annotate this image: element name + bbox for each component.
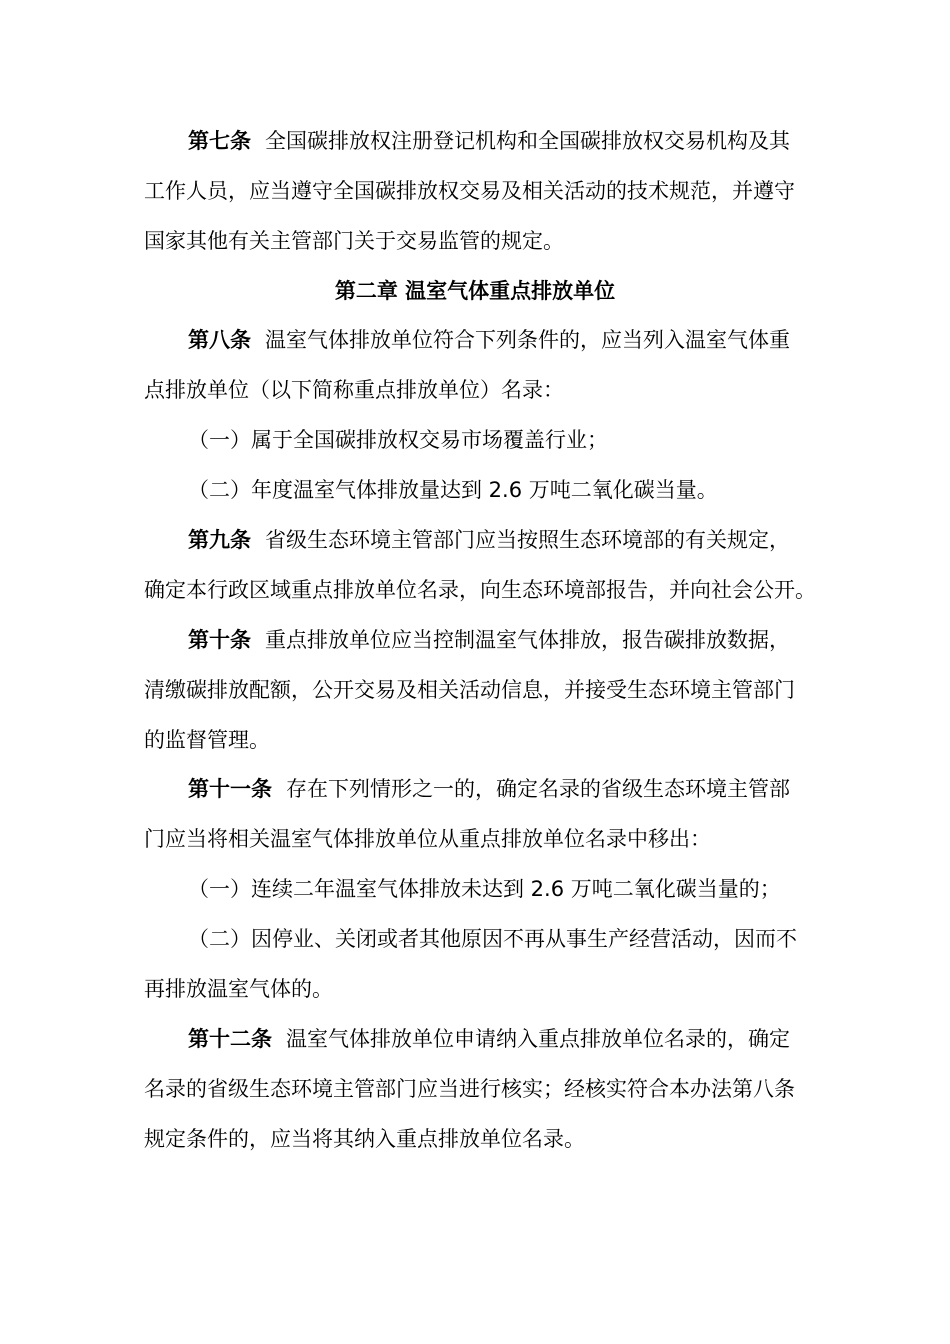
article-8-text-line-1: 温室气体排放单位符合下列条件的，应当列入温室气体重 — [265, 328, 790, 352]
article-12-label: 第十二条 — [188, 1027, 272, 1051]
article-12-first-line — [188, 1024, 790, 1054]
article-7-text-line-1: 全国碳排放权注册登记机构和全国碳排放权交易机构及其 — [265, 129, 790, 153]
article-10-first-line — [188, 625, 790, 655]
article-8-text-line-2: 点排放单位（以下简称重点排放单位）名录： — [144, 378, 564, 402]
article-11-item-2: （二）因停业、关闭或者其他原因不再从事生产经营活动，因而不 — [188, 927, 797, 951]
article-9-text-line-1: 省级生态环境主管部门应当按照生态环境部的有关规定， — [265, 528, 790, 552]
article-9-label: 第九条 — [188, 528, 251, 552]
article-8-first-line — [188, 325, 790, 355]
article-10-text-line-3: 的监督管理。 — [144, 728, 270, 752]
article-8-item-1: （一）属于全国碳排放权交易市场覆盖行业； — [188, 428, 608, 452]
article-12-text-line-1: 温室气体排放单位申请纳入重点排放单位名录的，确定 — [286, 1027, 790, 1051]
article-12-text-line-2: 名录的省级生态环境主管部门应当进行核实；经核实符合本办法第八条 — [144, 1077, 795, 1101]
chapter-2-title: 第二章 温室气体重点排放单位 — [334, 279, 616, 303]
article-10-label: 第十条 — [188, 628, 251, 652]
article-10-text-line-1: 重点排放单位应当控制温室气体排放，报告碳排放数据， — [265, 628, 790, 652]
article-7-text-line-3: 国家其他有关主管部门关于交易监管的规定。 — [144, 229, 564, 253]
article-10-text-line-2: 清缴碳排放配额，公开交易及相关活动信息，并接受生态环境主管部门 — [144, 678, 795, 702]
article-12-text-line-3: 规定条件的，应当将其纳入重点排放单位名录。 — [144, 1127, 585, 1151]
article-7-text-line-2: 工作人员，应当遵守全国碳排放权交易及相关活动的技术规范，并遵守 — [144, 179, 795, 203]
article-7-first-line — [188, 126, 790, 156]
article-7-label: 第七条 — [188, 129, 251, 153]
article-11-text-line-1: 存在下列情形之一的，确定名录的省级生态环境主管部 — [286, 777, 790, 801]
article-9-first-line — [188, 525, 790, 555]
article-8-item-2: （二）年度温室气体排放量达到 2.6 万吨二氧化碳当量。 — [188, 478, 718, 502]
article-9-text-line-2: 确定本行政区域重点排放单位名录，向生态环境部报告，并向社会公开。 — [144, 578, 816, 602]
article-11-first-line — [188, 774, 790, 804]
article-11-label: 第十一条 — [188, 777, 272, 801]
article-11-item-1: （一）连续二年温室气体排放未达到 2.6 万吨二氧化碳当量的； — [188, 877, 781, 901]
article-11-text-line-2: 门应当将相关温室气体排放单位从重点排放单位名录中移出： — [144, 827, 711, 851]
article-8-label: 第八条 — [188, 328, 251, 352]
article-11-item-2-continued: 再排放温室气体的。 — [144, 977, 333, 1001]
